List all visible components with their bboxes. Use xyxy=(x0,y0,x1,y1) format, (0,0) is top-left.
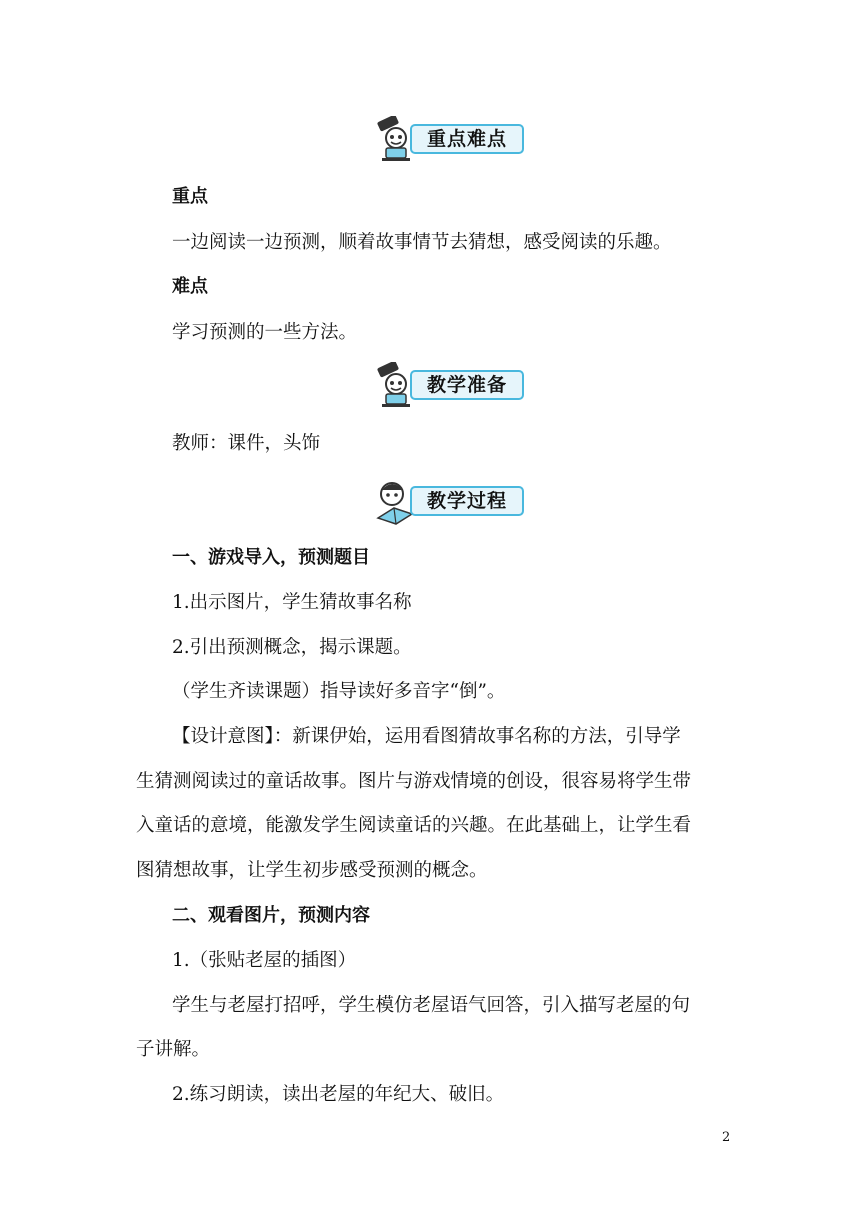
banner-label: 重点难点 xyxy=(410,124,524,154)
paragraph: 学生与老屋打招呼，学生模仿老屋语气回答，引入描写老屋的句 xyxy=(172,995,691,1016)
banner-preparation xyxy=(374,362,530,404)
banner-label: 教学准备 xyxy=(410,370,524,400)
design-intent-line: 【设计意图】：新课伊始，运用看图猜故事名称的方法，引导学 xyxy=(172,726,681,747)
banner-label: 教学过程 xyxy=(410,486,524,516)
section-heading-1: 一、游戏导入，预测题目 xyxy=(172,547,370,568)
banner-process xyxy=(374,478,530,520)
section-heading-2: 二、观看图片，预测内容 xyxy=(172,905,370,926)
paragraph-continued: 子讲解。 xyxy=(136,1039,211,1060)
list-item: 2.引出预测概念，揭示课题。 xyxy=(172,637,412,658)
list-item: 2.练习朗读，读出老屋的年纪大、破旧。 xyxy=(172,1084,505,1105)
list-item: 1.出示图片，学生猜故事名称 xyxy=(172,592,412,613)
paragraph-continued: 入童话的意境，能激发学生阅读童话的兴趣。在此基础上，让学生看 xyxy=(136,815,692,836)
paragraph-continued: 图猜想故事，让学生初步感受预测的概念。 xyxy=(136,860,488,881)
heading-difficulty: 难点 xyxy=(172,276,208,297)
heading-key-point: 重点 xyxy=(172,186,208,207)
paragraph: 教师：课件，头饰 xyxy=(172,433,321,454)
list-item: 1.（张贴老屋的插图） xyxy=(172,950,357,971)
page-number: 2 xyxy=(722,1130,731,1145)
paragraph: 一边阅读一边预测，顺着故事情节去猜想，感受阅读的乐趣。 xyxy=(172,232,672,253)
paragraph: 学习预测的一些方法。 xyxy=(172,322,358,343)
paragraph-continued: 生猜测阅读过的童话故事。图片与游戏情境的创设，很容易将学生带 xyxy=(136,771,692,792)
banner-key-points xyxy=(374,116,530,158)
paragraph: （学生齐读课题）指导读好多音字“倒”。 xyxy=(172,681,506,702)
